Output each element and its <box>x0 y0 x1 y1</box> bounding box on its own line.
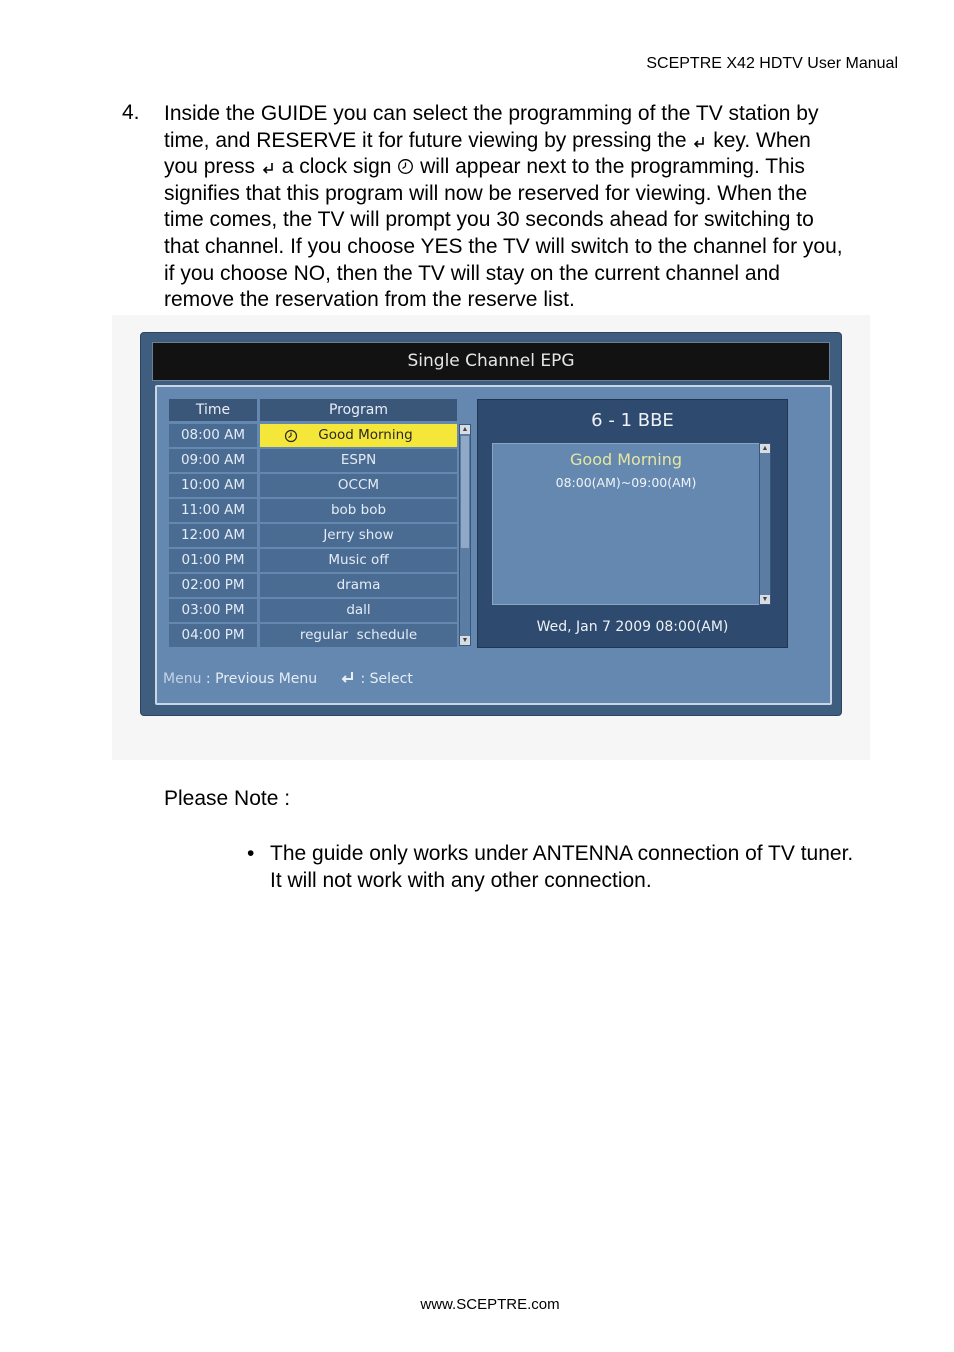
clock-icon <box>284 428 298 451</box>
program-cell[interactable] <box>260 624 457 647</box>
program-cell[interactable] <box>260 574 457 597</box>
epg-schedule-grid <box>169 399 471 645</box>
time-column-header: Time <box>169 399 257 421</box>
item-line: time comes, the TV will prompt you 30 seconds ahead for switching to <box>164 208 814 232</box>
program-detail-box <box>492 443 760 605</box>
program-cell[interactable] <box>260 549 457 572</box>
program-info-panel <box>477 399 788 648</box>
program-cell[interactable] <box>260 424 457 447</box>
item-number: 4. <box>122 101 140 124</box>
program-label: ESPN <box>340 452 377 468</box>
program-label: regular schedule <box>299 627 418 643</box>
item-text <box>164 101 912 314</box>
scroll-up-icon[interactable]: ▲ <box>761 445 769 452</box>
program-label: drama <box>336 577 381 593</box>
scroll-up-icon[interactable]: ▲ <box>461 426 469 433</box>
time-cell: 04:00 PM <box>169 624 257 647</box>
menu-key-label: Menu <box>163 671 202 687</box>
program-cell[interactable] <box>260 599 457 622</box>
enter-key-icon <box>340 671 360 687</box>
time-cell: 09:00 AM <box>169 449 257 472</box>
bullet-icon: • <box>247 842 255 865</box>
clock-icon <box>397 155 414 178</box>
item-line: that channel. If you choose YES the TV will switch to the channel for you, <box>164 234 843 258</box>
scroll-down-icon[interactable]: ▼ <box>461 637 469 644</box>
item-line: if you choose NO, then the TV will stay on the current channel and <box>164 261 780 285</box>
scroll-down-icon[interactable]: ▼ <box>761 596 769 603</box>
time-cell: 02:00 PM <box>169 574 257 597</box>
note-bullet-line: The guide only works under ANTENNA connection of TV tuner. <box>270 842 854 865</box>
program-label: Jerry show <box>323 527 394 543</box>
epg-title: Single Channel EPG <box>152 342 830 381</box>
item-line: you press a clock sign will appear next to the programming. This <box>164 155 805 179</box>
item-line: signifies that this program will now be reserved for viewing. When the <box>164 181 808 205</box>
program-time-range: 08:00(AM)~09:00(AM) <box>555 475 697 490</box>
page-footer: www.SCEPTRE.com <box>420 1296 560 1313</box>
program-label: Music off <box>328 552 389 568</box>
time-cell: 11:00 AM <box>169 499 257 522</box>
time-cell: 03:00 PM <box>169 599 257 622</box>
program-cell[interactable] <box>260 474 457 497</box>
epg-window <box>140 332 842 716</box>
enter-key-icon <box>692 129 707 152</box>
program-label: Good Morning <box>318 427 413 443</box>
time-cell: 10:00 AM <box>169 474 257 497</box>
program-column-header: Program <box>260 399 457 421</box>
time-cell: 01:00 PM <box>169 549 257 572</box>
select-key-action: : Select <box>360 671 413 687</box>
epg-screenshot <box>112 315 870 760</box>
note-title: Please Note : <box>164 787 291 810</box>
program-cell[interactable] <box>260 524 457 547</box>
menu-key-action: : Previous Menu <box>205 671 318 687</box>
current-datetime: Wed, Jan 7 2009 08:00(AM) <box>536 619 729 635</box>
scroll-thumb[interactable] <box>461 436 469 548</box>
epg-key-hints <box>163 670 413 687</box>
program-cell[interactable] <box>260 449 457 472</box>
item-line: Inside the GUIDE you can select the programming of the TV station by <box>164 102 819 125</box>
time-cell: 12:00 AM <box>169 524 257 547</box>
time-cell: 08:00 AM <box>169 424 257 447</box>
program-label: OCCM <box>337 477 380 493</box>
item-line: remove the reservation from the reserve list. <box>164 288 575 312</box>
program-name: Good Morning <box>570 450 682 469</box>
program-cell[interactable] <box>260 499 457 522</box>
program-scrollbar[interactable] <box>459 424 471 646</box>
item-line: time, and RESERVE it for future viewing by pressing the key. When <box>164 128 811 152</box>
note-bullet-line: It will not work with any other connection. <box>270 868 652 892</box>
program-label: dall <box>346 602 371 618</box>
detail-scrollbar[interactable] <box>759 443 771 605</box>
page-header: SCEPTRE X42 HDTV User Manual <box>646 55 898 72</box>
epg-panel <box>155 385 832 705</box>
enter-key-icon <box>261 155 276 178</box>
program-label: bob bob <box>330 502 387 518</box>
channel-label: 6 - 1 BBE <box>591 410 674 431</box>
